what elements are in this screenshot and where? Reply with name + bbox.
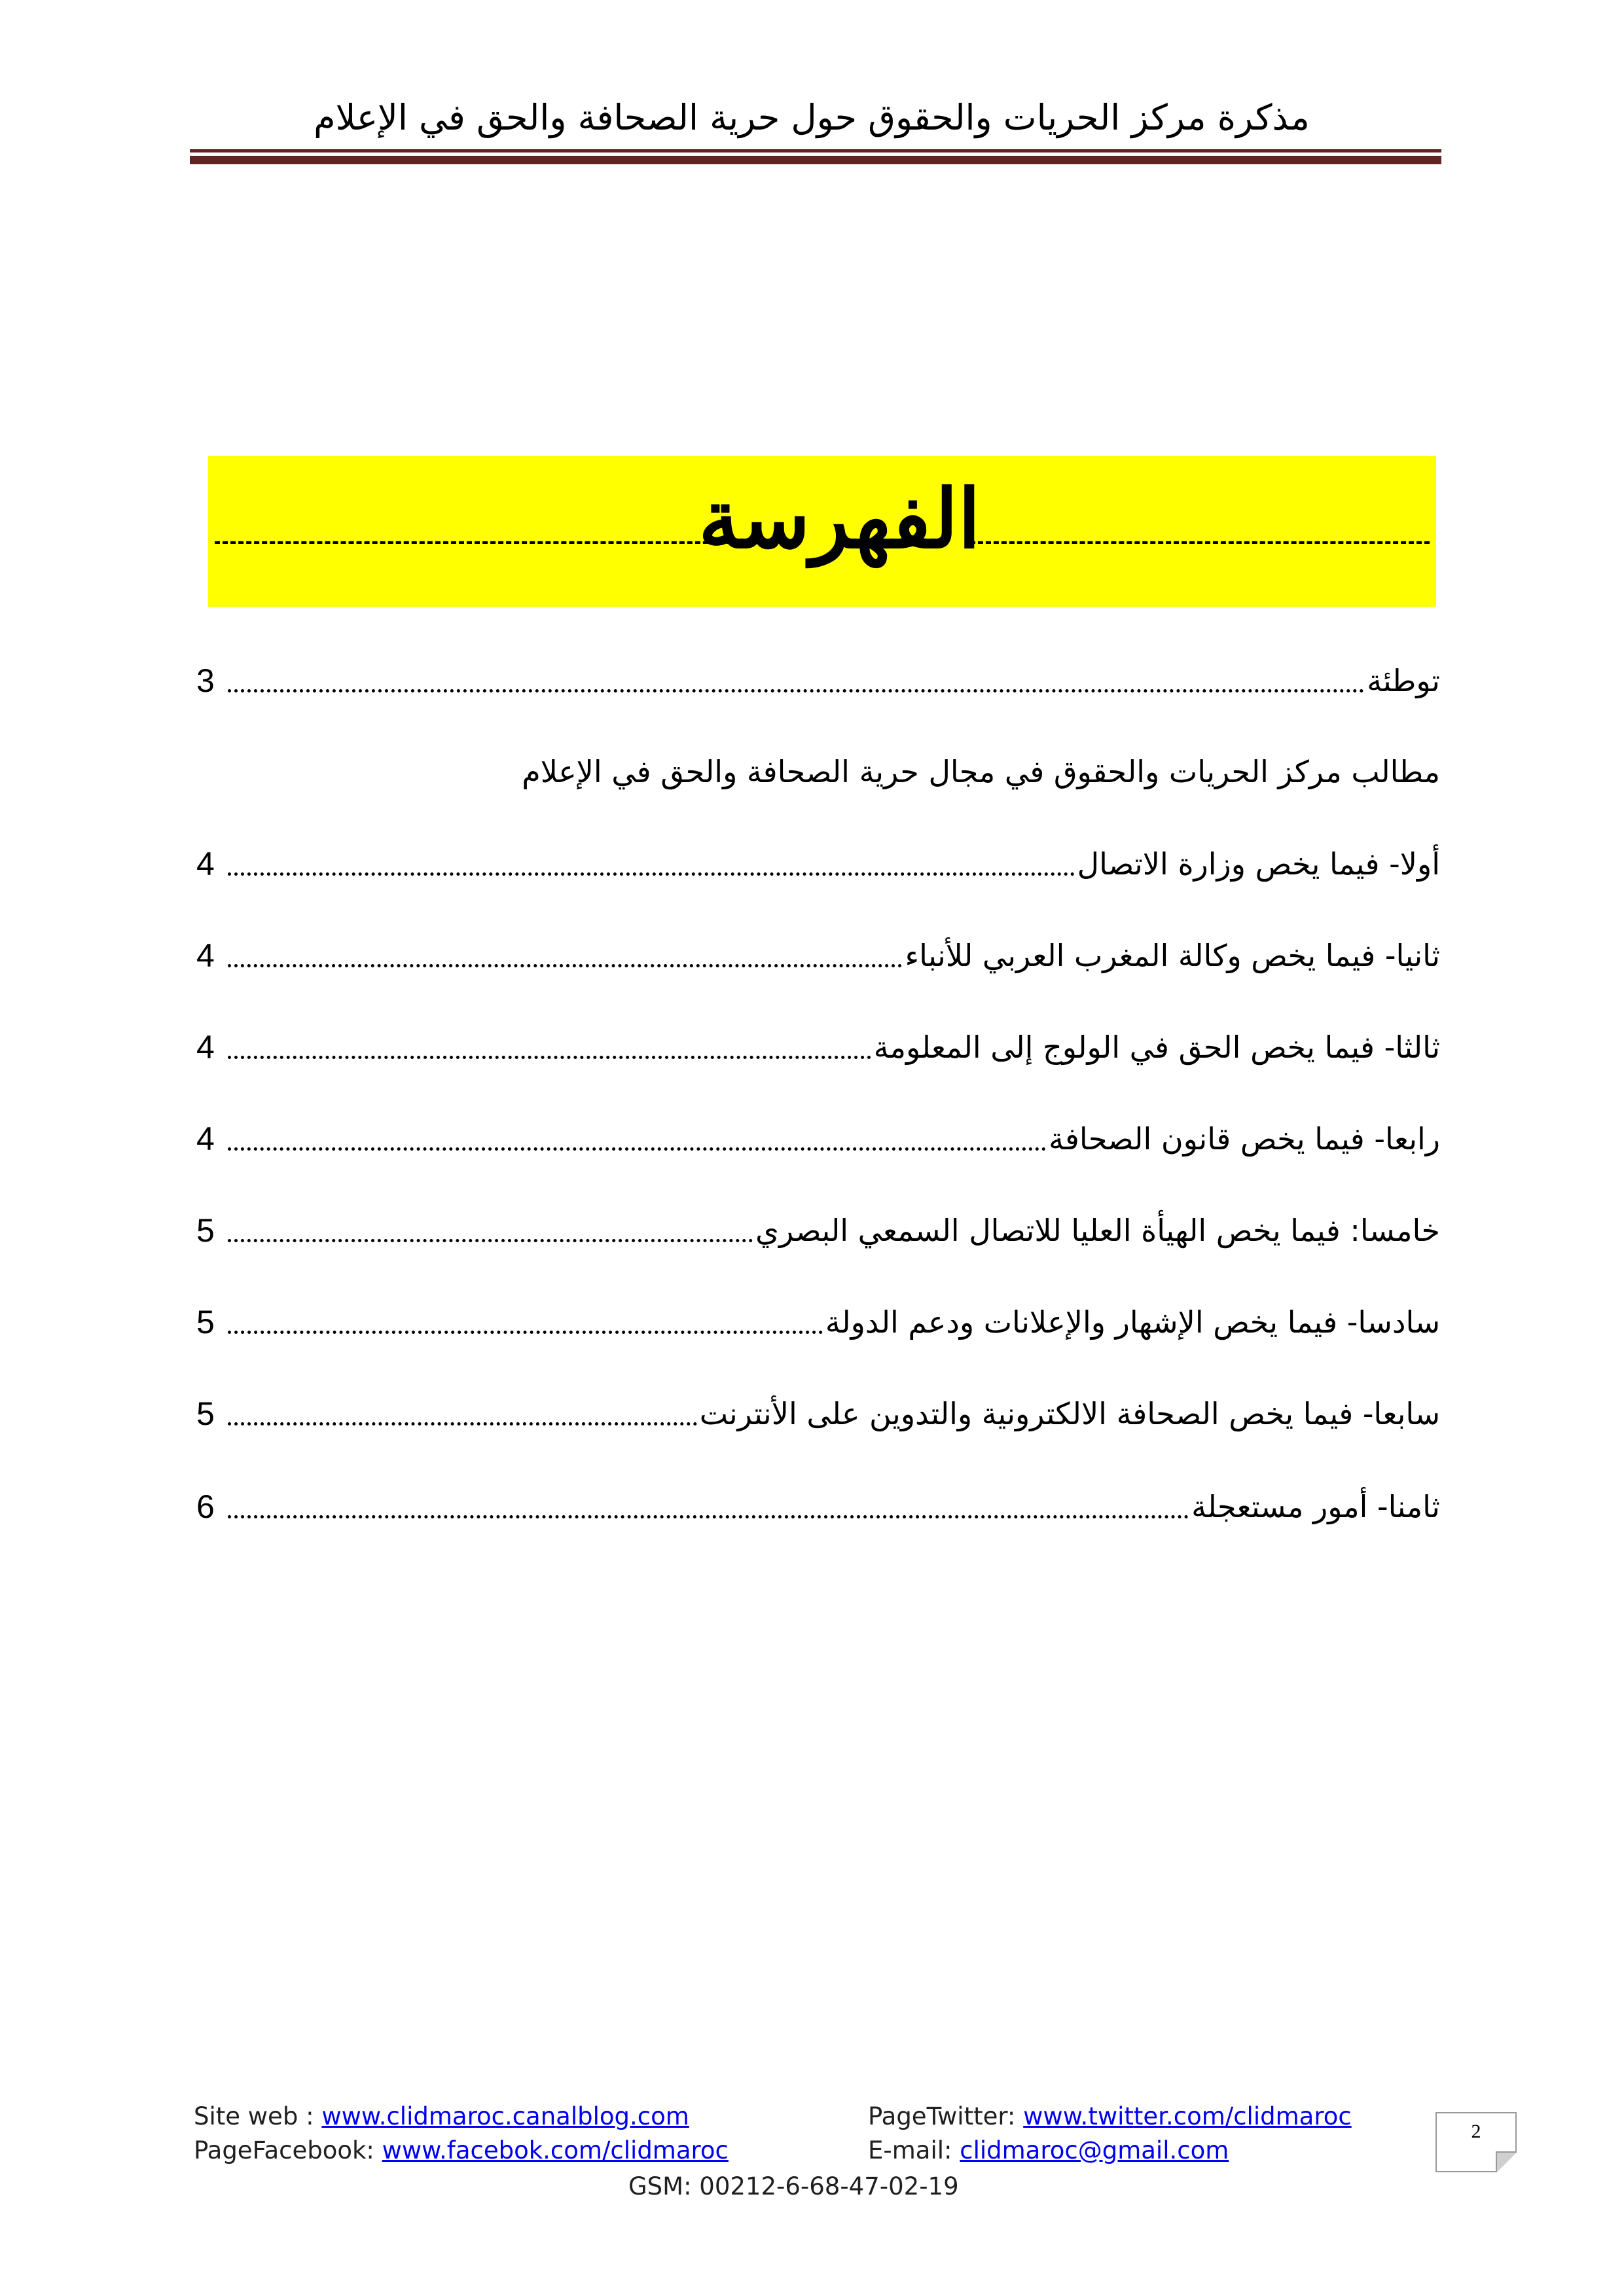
toc-entry[interactable] <box>196 1204 1440 1257</box>
toc-dot-leader <box>228 1515 1189 1518</box>
footer-email-label: E-mail: <box>868 2136 960 2164</box>
footer-twitter-label: PageTwitter: <box>868 2102 1024 2130</box>
toc-entry-page: 5 <box>196 1395 215 1432</box>
toc-entry-title: مطالب مركز الحريات والحقوق في مجال حرية الصحافة والحق في الإعلام <box>522 754 1440 789</box>
toc-entry[interactable] <box>196 1021 1440 1073</box>
footer-twitter-link[interactable]: www.twitter.com/clidmaroc <box>1023 2102 1352 2130</box>
toc-dot-leader <box>228 1331 823 1334</box>
footer-facebook-label: PageFacebook: <box>194 2136 382 2164</box>
toc-dot-leader <box>228 872 1075 876</box>
toc-entry[interactable] <box>196 1480 1440 1533</box>
toc-entry-title: أولا- فيما يخص وزارة الاتصال <box>1077 846 1440 882</box>
toc-entry-title: خامسا: فيما يخص الهيأة العليا للاتصال السمعي البصري <box>755 1213 1440 1248</box>
footer-site-label: Site web : <box>194 2102 322 2130</box>
toc-entry-title: رابعا- فيما يخص قانون الصحافة <box>1049 1121 1440 1157</box>
toc-entry-title: توطئة <box>1367 663 1440 698</box>
footer-email-link[interactable]: clidmaroc@gmail.com <box>960 2136 1229 2164</box>
toc-entry[interactable] <box>196 655 1440 707</box>
toc-entry[interactable] <box>196 1113 1440 1165</box>
toc-heading: الفهرسة <box>698 472 981 567</box>
toc-entry[interactable] <box>196 838 1440 890</box>
footer-twitter <box>868 2098 1352 2135</box>
footer-site <box>194 2098 689 2135</box>
document-title: مذكرة مركز الحريات والحقوق حول حرية الصحافة والحق في الإعلام <box>314 97 1310 138</box>
toc-entry-title: سابعا- فيما يخص الصحافة الالكترونية والتدوين على الأنترنت <box>699 1396 1440 1431</box>
footer-facebook-link[interactable]: www.facebok.com/clidmaroc <box>382 2136 729 2164</box>
footer-gsm: GSM: 00212-6-68-47-02-19 <box>628 2172 959 2200</box>
toc-dot-leader <box>228 964 902 967</box>
toc-entry-title: ثانيا- فيما يخص وكالة المغرب العربي للأنباء <box>905 938 1440 973</box>
toc-entry-page: 4 <box>196 937 215 974</box>
toc-entry-title: سادسا- فيما يخص الإشهار والإعلانات ودعم الدولة <box>825 1304 1440 1340</box>
page-curl-icon <box>1496 2151 1517 2172</box>
toc-dot-leader <box>228 1056 871 1059</box>
toc-dot-leader <box>228 1239 753 1242</box>
footer-email <box>868 2132 1229 2169</box>
toc-entry-page: 4 <box>196 1029 215 1066</box>
toc-entry-page: 4 <box>196 846 215 882</box>
toc-entry-page: 4 <box>196 1121 215 1157</box>
toc-entry-page: 3 <box>196 662 215 699</box>
toc-entry[interactable] <box>196 1388 1440 1440</box>
toc-entry-title: ثامنا- أمور مستعجلة <box>1191 1489 1440 1524</box>
toc-list <box>196 0 1440 1636</box>
toc-section-title <box>196 745 1440 798</box>
footer-site-link[interactable]: www.clidmaroc.canalblog.com <box>321 2102 689 2130</box>
toc-dot-leader <box>228 689 1364 692</box>
toc-entry[interactable] <box>196 929 1440 982</box>
page-number: 2 <box>1471 2121 1481 2142</box>
toc-entry-page: 5 <box>196 1212 215 1249</box>
toc-entry-title: ثالثا- فيما يخص الحق في الولوج إلى المعلومة <box>873 1030 1440 1065</box>
toc-dot-leader <box>228 1422 697 1426</box>
toc-entry-page: 5 <box>196 1304 215 1340</box>
footer-facebook <box>194 2132 729 2169</box>
toc-entry[interactable] <box>196 1296 1440 1348</box>
page-number-badge <box>1435 2112 1517 2172</box>
toc-dot-leader <box>228 1147 1046 1151</box>
toc-entry-page: 6 <box>196 1488 215 1525</box>
